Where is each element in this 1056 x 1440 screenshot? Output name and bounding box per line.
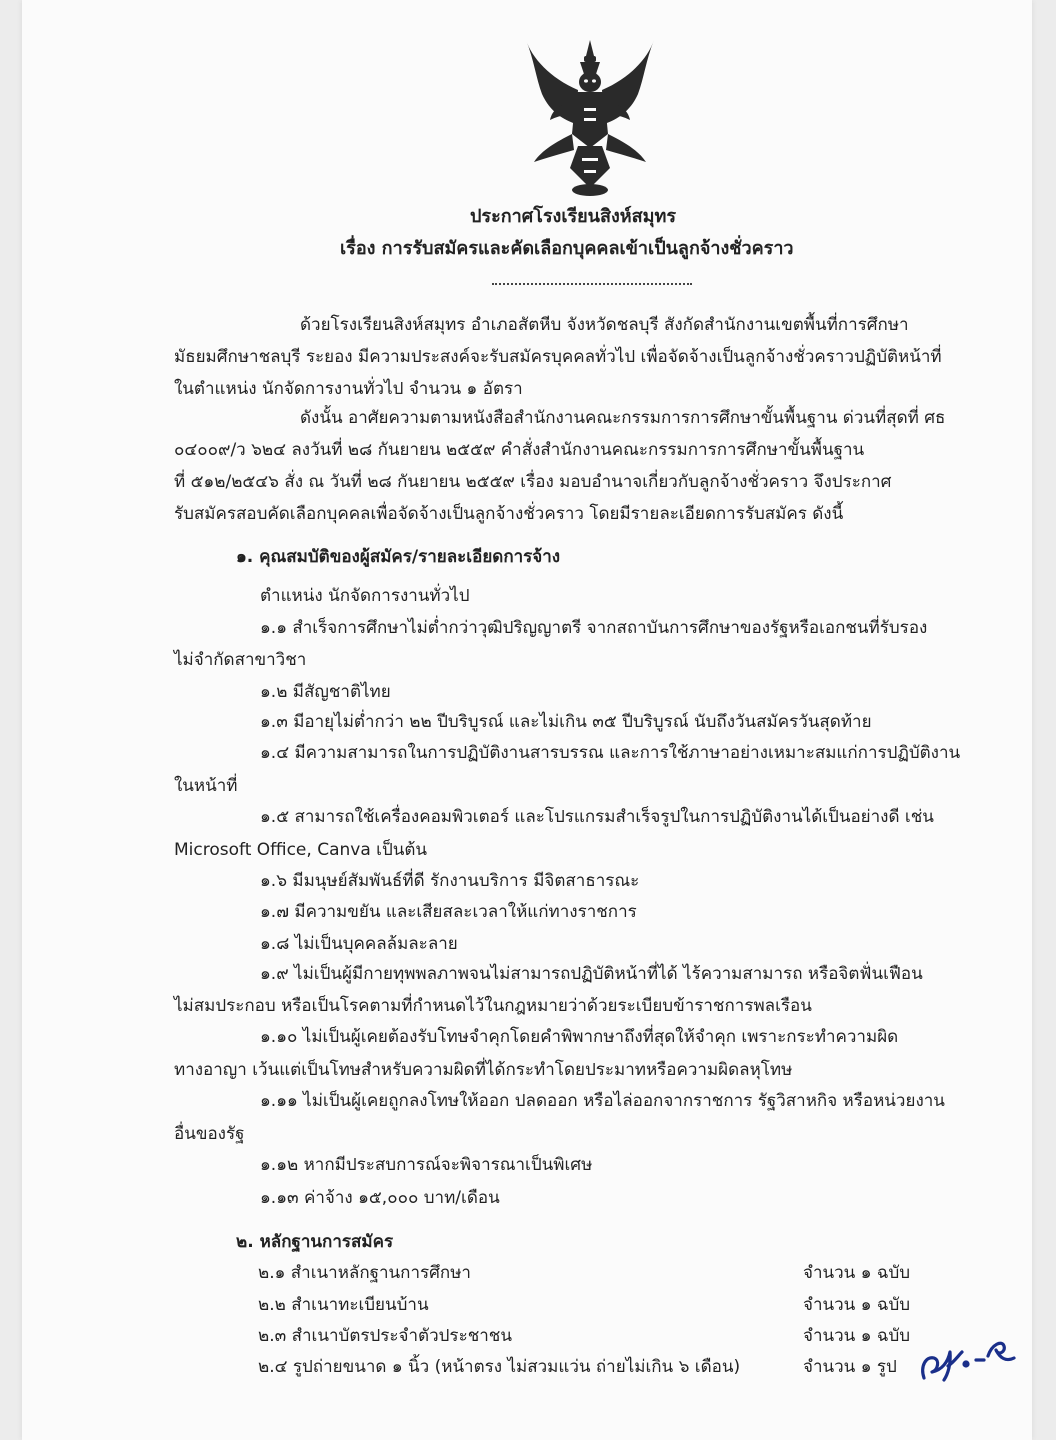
- qualification-item-cont: ไม่สมประกอบ หรือเป็นโรคตามที่กำหนดไว้ในกฎหมายว่าด้วยระเบียบข้าราชการพลเรือน: [174, 996, 812, 1016]
- document-page: [22, 0, 1032, 1440]
- qualification-item: ๑.๔ มีความสามารถในการปฏิบัติงานสารบรรณ และการใช้ภาษาอย่างเหมาะสมแก่การปฏิบัติงาน: [260, 743, 961, 763]
- paragraph-line: ที่ ๕๑๒/๒๕๔๖ สั่ง ณ วันที่ ๒๘ กันยายน ๒๕๕๙ เรื่อง มอบอำนาจเกี่ยวกับลูกจ้างชั่วคราว จึงประกาศ: [174, 472, 892, 492]
- qualification-item: ๑.๕ สามารถใช้เครื่องคอมพิวเตอร์ และโปรแกรมสำเร็จรูปในการปฏิบัติงานได้เป็นอย่างดี เช่น: [260, 807, 934, 827]
- document-list-item: [258, 1260, 948, 1286]
- paragraph-line: มัธยมศึกษาชลบุรี ระยอง มีความประสงค์จะรับสมัครบุคคลทั่วไป เพื่อจัดจ้างเป็นลูกจ้างชั่วคราวปฏิบัติหน้าที่: [174, 347, 942, 367]
- announcement-subject: เรื่อง การรับสมัครและคัดเลือกบุคคลเข้าเป็นลูกจ้างชั่วคราว: [340, 238, 794, 259]
- qualification-item: ๑.๒ มีสัญชาติไทย: [260, 682, 391, 702]
- paragraph-line: ๐๔๐๐๙/ว ๖๒๔ ลงวันที่ ๒๘ กันยายน ๒๕๕๙ คำสั่งสำนักงานคณะกรรมการการศึกษาขั้นพื้นฐาน: [174, 440, 865, 460]
- qualification-item: ๑.๑๒ หากมีประสบการณ์จะพิจารณาเป็นพิเศษ: [260, 1155, 593, 1175]
- position-line: ตำแหน่ง นักจัดการงานทั่วไป: [260, 586, 470, 606]
- qualification-item: ๑.๓ มีอายุไม่ต่ำกว่า ๒๒ ปีบริบูรณ์ และไม่เกิน ๓๕ ปีบริบูรณ์ นับถึงวันสมัครวันสุดท้าย: [260, 712, 872, 732]
- announcement-title: ประกาศโรงเรียนสิงห์สมุทร: [470, 206, 677, 227]
- handwritten-initials-icon: [918, 1316, 1018, 1388]
- document-quantity: จำนวน ๑ ฉบับ: [803, 1263, 911, 1283]
- qualification-item: ๑.๑ สำเร็จการศึกษาไม่ต่ำกว่าวุฒิปริญญาตรี จากสถาบันการศึกษาของรัฐหรือเอกชนที่รับรอง: [260, 618, 928, 638]
- document-quantity: จำนวน ๑ รูป: [803, 1357, 897, 1377]
- document-list-item: [258, 1354, 948, 1380]
- qualification-item-cont: ทางอาญา เว้นแต่เป็นโทษสำหรับความผิดที่ได้กระทำโดยประมาทหรือความผิดลหุโทษ: [174, 1060, 793, 1080]
- section-heading: ๒. หลักฐานการสมัคร: [236, 1232, 394, 1252]
- document-list-item: [258, 1323, 948, 1349]
- qualification-item: ๑.๑๐ ไม่เป็นผู้เคยต้องรับโทษจำคุกโดยคำพิพากษาถึงที่สุดให้จำคุก เพราะกระทำความผิด: [260, 1027, 899, 1047]
- paragraph-line: รับสมัครสอบคัดเลือกบุคคลเพื่อจัดจ้างเป็นลูกจ้างชั่วคราว โดยมีรายละเอียดการรับสมัคร ดังนี้: [174, 504, 844, 524]
- qualification-item: ๑.๑๑ ไม่เป็นผู้เคยถูกลงโทษให้ออก ปลดออก หรือไล่ออกจากราชการ รัฐวิสาหกิจ หรือหน่วยงาน: [260, 1091, 945, 1111]
- title-divider: [492, 283, 692, 285]
- paragraph-line: ดังนั้น อาศัยความตามหนังสือสำนักงานคณะกรรมการการศึกษาขั้นพื้นฐาน ด่วนที่สุดที่ ศธ: [300, 408, 946, 428]
- document-name: ๒.๑ สำเนาหลักฐานการศึกษา: [258, 1263, 471, 1283]
- qualification-item: ๑.๙ ไม่เป็นผู้มีกายทุพพลภาพจนไม่สามารถปฏิบัติหน้าที่ได้ ไร้ความสามารถ หรือจิตฟั่นเฟือน: [260, 964, 923, 984]
- qualification-item: ๑.๘ ไม่เป็นบุคคลล้มละลาย: [260, 934, 458, 954]
- document-quantity: จำนวน ๑ ฉบับ: [803, 1295, 911, 1315]
- document-list-item: [258, 1292, 948, 1318]
- paragraph-line: ด้วยโรงเรียนสิงห์สมุทร อำเภอสัตหีบ จังหวัดชลบุรี สังกัดสำนักงานเขตพื้นที่การศึกษา: [300, 315, 909, 335]
- paragraph-line: ในตำแหน่ง นักจัดการงานทั่วไป จำนวน ๑ อัตรา: [174, 379, 523, 399]
- qualification-item: ๑.๖ มีมนุษย์สัมพันธ์ที่ดี รักงานบริการ มีจิตสาธารณะ: [260, 871, 640, 891]
- document-name: ๒.๔ รูปถ่ายขนาด ๑ นิ้ว (หน้าตรง ไม่สวมแว่น ถ่ายไม่เกิน ๖ เดือน): [258, 1357, 741, 1377]
- qualification-item: ๑.๑๓ ค่าจ้าง ๑๕,๐๐๐ บาท/เดือน: [260, 1188, 500, 1208]
- qualification-item-cont: อื่นของรัฐ: [174, 1124, 245, 1144]
- document-name: ๒.๓ สำเนาบัตรประจำตัวประชาชน: [258, 1326, 512, 1346]
- garuda-emblem-icon: [520, 38, 660, 200]
- document-name: ๒.๒ สำเนาทะเบียนบ้าน: [258, 1295, 429, 1315]
- qualification-item-cont: ในหน้าที่: [174, 776, 238, 796]
- qualification-item-cont: Microsoft Office, Canva เป็นต้น: [174, 840, 428, 860]
- qualification-item-cont: ไม่จำกัดสาขาวิชา: [174, 650, 307, 670]
- section-heading: ๑. คุณสมบัติของผู้สมัคร/รายละเอียดการจ้าง: [236, 547, 561, 567]
- document-quantity: จำนวน ๑ ฉบับ: [803, 1326, 911, 1346]
- qualification-item: ๑.๗ มีความขยัน และเสียสละเวลาให้แก่ทางราชการ: [260, 902, 637, 922]
